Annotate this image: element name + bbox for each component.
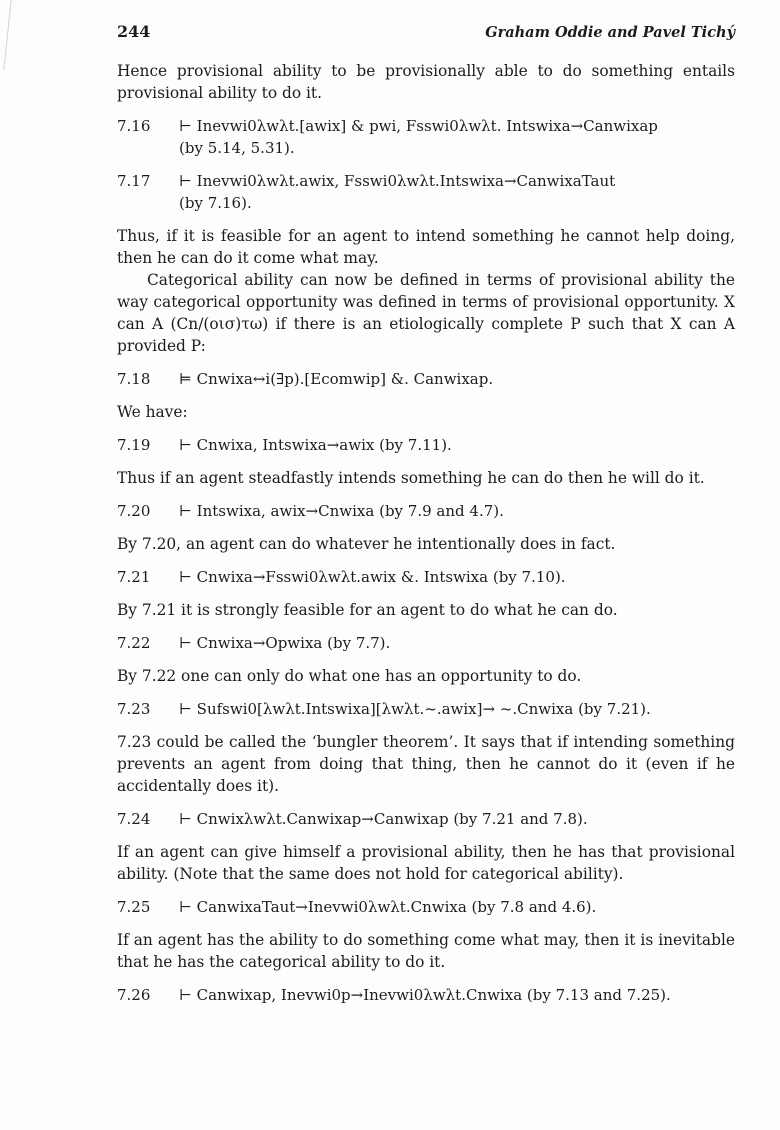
- formula-number: 7.21: [117, 568, 151, 586]
- formula-number: 7.23: [117, 700, 151, 718]
- formula-text: ⊢ Cnwixa→Fsswi0λwλt.awix &. Intswixa (by 7.10).: [179, 568, 566, 586]
- running-head: Graham Oddie and Pavel Tichý: [485, 24, 735, 41]
- formula-7-24: [117, 808, 735, 830]
- paragraph: Thus, if it is feasible for an agent to intend something he cannot help doing, then he can do it come what may.: [117, 227, 735, 267]
- formula-7-26: [117, 984, 735, 1006]
- formula-reference: (by 5.14, 5.31).: [179, 139, 295, 157]
- formula-text: ⊢ Cnwixλwλt.Canwixap→Canwixap (by 7.21 and 7.8).: [179, 810, 588, 828]
- formula-7-19: [117, 434, 735, 456]
- paragraph: We have:: [117, 403, 188, 421]
- paragraph: Thus if an agent steadfastly intends something he can do then he will do it.: [117, 469, 705, 487]
- paragraph: By 7.22 one can only do what one has an opportunity to do.: [117, 667, 582, 685]
- formula-text: ⊢ Sufswi0[λwλt.Intswixa][λwλt.~.awix]→ ~.Cnwixa (by 7.21).: [179, 700, 651, 718]
- page-header: [117, 22, 735, 46]
- paragraph: Hence provisional ability to be provisionally able to do something entails provisional ability to do it.: [117, 62, 735, 102]
- formula-text: ⊢ Inevwi0λwλt.awix, Fsswi0λwλt.Intswixa→CanwixaTaut: [179, 172, 616, 190]
- paragraph: If an agent has the ability to do something come what may, then it is inevitable that he has the categorical ability to do it.: [117, 931, 735, 971]
- formula-reference: (by 7.16).: [179, 194, 252, 212]
- formula-7-21: [117, 566, 735, 588]
- paragraph: 7.23 could be called the ‘bungler theorem’. It says that if intending something prevents an agent from doing that thing, then he cannot do it (even if he accidentally does it).: [117, 733, 735, 795]
- formula-text: ⊢ Intswixa, awix→Cnwixa (by 7.9 and 4.7).: [179, 502, 504, 520]
- formula-number: 7.19: [117, 436, 151, 454]
- formula-text: ⊢ CanwixaTaut→Inevwi0λwλt.Cnwixa (by 7.8 and 4.6).: [179, 898, 597, 916]
- formula-number: 7.24: [117, 810, 151, 828]
- formula-number: 7.22: [117, 634, 151, 652]
- formula-7-18: [117, 368, 735, 390]
- page: [117, 22, 735, 1006]
- formula-number: 7.17: [117, 172, 151, 190]
- formula-7-25: [117, 896, 735, 918]
- paragraph: By 7.20, an agent can do whatever he intentionally does in fact.: [117, 535, 616, 553]
- scan-margin-line: [0, 0, 12, 70]
- formula-text: ⊢ Cnwixa, Intswixa→awix (by 7.11).: [179, 436, 452, 454]
- formula-text: ⊨ Cnwixa↔i(∃p).[Ecomwip] &. Canwixap.: [179, 370, 494, 388]
- page-number: 244: [117, 22, 151, 41]
- formula-7-17: [117, 170, 735, 214]
- formula-number: 7.25: [117, 898, 151, 916]
- formula-text: ⊢ Inevwi0λwλt.[awix] & pwi, Fsswi0λwλt. Intswixa→Canwixap: [179, 117, 658, 135]
- formula-text: ⊢ Cnwixa→Opwixa (by 7.7).: [179, 634, 391, 652]
- paragraph: Categorical ability can now be defined in terms of provisional ability the way categorical opportunity was defined in terms of provisional opportunity. X can A (Cn/(οισ)τω) if there is an etiologically complete P such that X can A provided P:: [117, 271, 735, 355]
- formula-7-23: [117, 698, 735, 720]
- formula-number: 7.16: [117, 117, 151, 135]
- formula-7-20: [117, 500, 735, 522]
- formula-number: 7.20: [117, 502, 151, 520]
- formula-text: ⊢ Canwixap, Inevwi0p→Inevwi0λwλt.Cnwixa (by 7.13 and 7.25).: [179, 986, 671, 1004]
- formula-number: 7.26: [117, 986, 151, 1004]
- formula-number: 7.18: [117, 370, 151, 388]
- formula-7-22: [117, 632, 735, 654]
- paragraph: By 7.21 it is strongly feasible for an agent to do what he can do.: [117, 601, 618, 619]
- paragraph: If an agent can give himself a provisional ability, then he has that provisional ability. (Note that the same does not hold for categorical ability).: [117, 843, 735, 883]
- formula-7-16: [117, 115, 735, 159]
